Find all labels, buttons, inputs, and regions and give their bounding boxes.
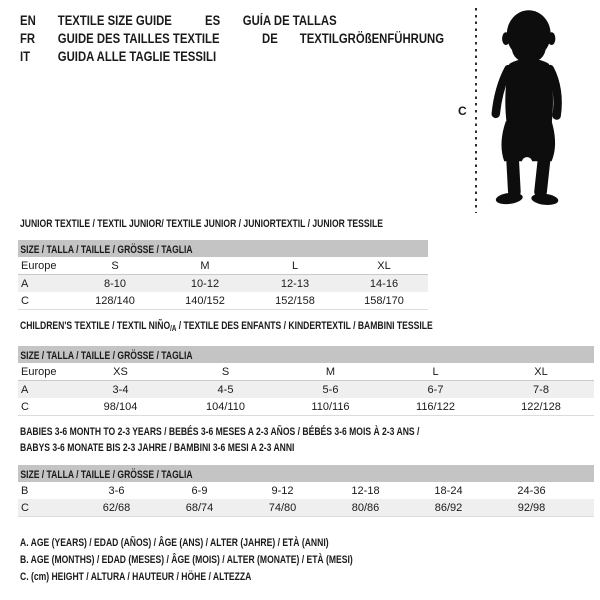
age-cell: 3-6 [108,484,125,497]
lang-row-es [205,12,337,29]
lang-code: IT [20,49,31,64]
size-cell: M [160,257,250,275]
lang-row-fr [20,30,220,47]
section-title-text-line2: BABYS 3-6 MONATE BIS 2-3 JAHRE / BAMBINI 3-6 MESI A 2-3 ANNI [20,442,295,454]
lang-code: DE [261,31,278,46]
height-measure-label: C [458,104,467,118]
height-cell: 62/68 [75,499,158,517]
row-label: A [18,275,70,293]
spacer-cell [573,499,594,517]
lang-label: GUIDE DES TAILLES TEXTILE [57,31,220,46]
section-title-text: JUNIOR TEXTILE / TEXTIL JUNIOR/ TEXTILE JUNIOR / JUNIORTEXTIL / JUNIOR TESSILE [20,218,383,230]
height-cell: 116/122 [383,398,488,416]
size-table [18,482,594,517]
age-cell: 4-5 [173,381,278,399]
table-row-age-months [18,482,594,499]
table-row-europe [18,363,594,381]
row-label: C [18,292,70,310]
size-cell: XS [68,363,173,381]
lang-row-en [20,12,172,29]
age-cell: 3-4 [68,381,173,399]
height-cell: 68/74 [158,499,241,517]
section-title-babies [20,424,532,456]
junior-size-table [18,240,428,310]
babies-size-table [18,465,594,517]
height-cell: 98/104 [68,398,173,416]
size-header-bar [18,346,594,363]
size-table [18,363,594,416]
row-label: C [18,499,75,517]
section-title-children [20,318,549,337]
age-cell: 9-12 [271,484,294,497]
size-cell: S [70,257,160,275]
size-cell: XL [488,363,594,381]
size-cell: XL [340,257,428,275]
table-row-age [18,275,428,293]
lang-row-de [262,30,444,47]
table-row-age [18,381,594,399]
row-label: A [18,381,68,399]
row-label: B [21,484,29,497]
baby-silhouette-icon [482,9,567,212]
size-cell: L [250,257,340,275]
height-cell: 74/80 [241,499,324,517]
age-cell: 24-36 [517,484,546,497]
subscript-text: /A [170,324,177,333]
lang-row-it [20,48,216,65]
age-cell: 6-9 [191,484,208,497]
lang-code: EN [20,13,36,28]
footnote-b: B. AGE (MONTHS) / EDAD (MESES) / ÂGE (MOIS) / ALTER (MONATE) / ETÀ (MESI) [20,554,353,566]
height-cell: 152/158 [250,292,340,310]
size-header-bar [18,465,594,482]
size-header-text: SIZE / TALLA / TAILLE / GRÖSSE / TAGLIA [20,469,193,481]
lang-label: TEXTILGRÖßENFÜHRUNG [299,31,445,46]
size-cell: M [278,363,383,381]
size-cell: S [173,363,278,381]
height-cell: 128/140 [70,292,160,310]
height-cell: 140/152 [160,292,250,310]
age-cell: 12-18 [351,484,380,497]
height-measure-dotted-line [475,8,477,213]
age-cell: 10-12 [160,275,250,293]
lang-label: TEXTILE SIZE GUIDE [57,13,172,28]
lang-label: GUIDA ALLE TAGLIE TESSILI [57,49,217,64]
age-cell: 5-6 [278,381,383,399]
age-cell: 12-13 [250,275,340,293]
footnotes [20,535,447,586]
table-row-height [18,292,428,310]
table-row-height [18,398,594,416]
age-cell: 8-10 [70,275,160,293]
size-header-text: SIZE / TALLA / TAILLE / GRÖSSE / TAGLIA [20,244,193,256]
height-cell: 158/170 [340,292,428,310]
row-label: Europe [18,363,68,381]
footnote-c: C. (cm) HEIGHT / ALTURA / HAUTEUR / HÖHE / ALTEZZA [20,571,252,583]
lang-code: ES [205,13,221,28]
size-cell: L [383,363,488,381]
spacer-cell [573,482,594,499]
height-cell: 80/86 [324,499,407,517]
height-cell: 86/92 [407,499,490,517]
table-row-height [18,499,594,517]
size-header-text: SIZE / TALLA / TAILLE / GRÖSSE / TAGLIA [20,350,193,362]
row-label: Europe [18,257,70,275]
age-cell: 14-16 [340,275,428,293]
size-header-bar [18,240,428,257]
age-cell: 6-7 [383,381,488,399]
table-row-europe [18,257,428,275]
size-table [18,257,428,310]
footnote-a: A. AGE (YEARS) / EDAD (AÑOS) / ÂGE (ANS) / ALTER (JAHRE) / ETÀ (ANNI) [20,537,329,549]
age-cell: 7-8 [488,381,594,399]
section-title-junior [20,216,485,232]
children-size-table [18,346,594,416]
lang-code: FR [20,31,36,46]
row-label: C [18,398,68,416]
height-cell: 104/110 [173,398,278,416]
lang-label: GUÍA DE TALLAS [243,13,337,28]
height-cell: 110/116 [278,398,383,416]
height-cell: 122/128 [488,398,594,416]
section-title-text: CHILDREN'S TEXTILE / TEXTIL NIÑO/A / TEXTILE DES ENFANTS / KINDERTEXTIL / BAMBINI TESSILE [20,320,433,333]
age-cell: 18-24 [434,484,463,497]
height-cell: 92/98 [490,499,573,517]
section-title-text-line1: BABIES 3-6 MONTH TO 2-3 YEARS / BEBÉS 3-6 MESES A 2-3 AÑOS / BÉBÉS 3-6 MOIS À 2-3 ANS / [20,426,420,438]
